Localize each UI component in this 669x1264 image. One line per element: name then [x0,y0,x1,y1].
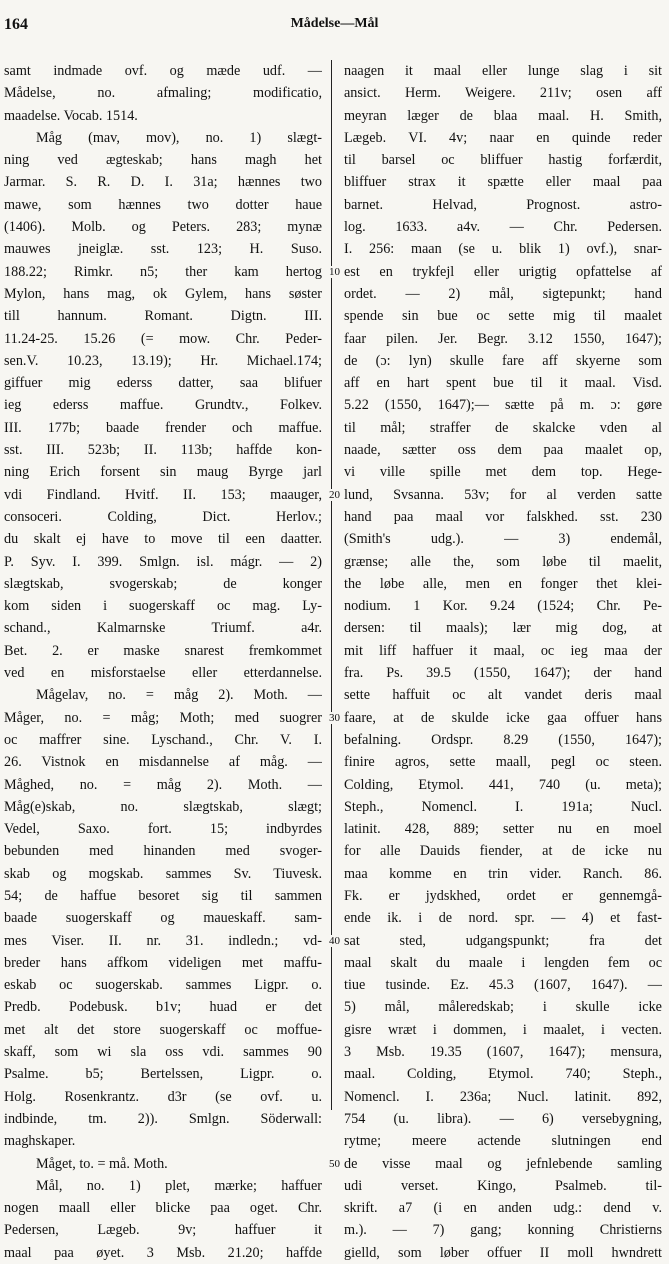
text-line: Fk. er jydskhed, ordet er gennemgå- [344,887,662,904]
line-number: 30 [329,711,340,724]
text-line: baade suogerskaff og maueskaff. sam- [4,910,322,927]
text-line: 54; de haffue besoret sig til sammen [4,887,322,904]
text-line: ning Erich forsent sin maug Byrge jarl [4,464,322,481]
column-divider [331,60,332,1110]
text-line: bebunden med hinanden med svoger- [4,843,322,860]
text-line: Måg(e)skab, no. slægtskab, slægt; [4,798,322,815]
text-line: dersen: til maals); lær mig dog, at [344,620,662,637]
text-line: 754 (u. libra). — 6) versebygning, [344,1110,662,1127]
text-line: spende sin bue oc sette mig til maalet [344,308,662,325]
text-line: mauwes jneiglæ. sst. 123; H. Suso. [4,241,322,258]
text-line: the løbe alle, men en fonger thet klei- [344,575,662,592]
page-header [0,16,669,38]
text-line: aff en hart spent bue til it maal. Visd. [344,375,662,392]
text-line: ning ved ægteskab; hans magh het [4,152,322,169]
text-line: (Smith's udg.). — 3) endemål, [344,531,662,548]
text-line: for alle Dauids fiender, at de icke nu [344,843,662,860]
text-line: fra. Ps. 39.5 (1550, 1647); der hand [344,665,662,682]
text-line: latinit. 428, 889; setter nu en moel [344,821,662,838]
text-line: rytme; meere actende slutningen end [344,1133,662,1150]
text-line: log. 1633. a4v. — Chr. Pedersen. [344,219,662,236]
text-line: tiue tusinde. Ez. 45.3 (1607, 1647). — [344,977,662,994]
text-line: Steph., Nomencl. I. 191a; Nucl. [344,798,662,815]
line-number: 40 [329,934,340,947]
text-line: kom siden i suogerskaff oc mag. Ly- [4,598,322,615]
left-column [4,60,322,1264]
text-line: Psalme. b5; Bertelssen, Ligpr. o. [4,1066,322,1083]
text-line: oc maffrer sine. Lyschand., Chr. V. I. [4,731,322,748]
text-line: Mågelav, no. = måg 2). Moth. — [36,687,322,704]
line-number: 10 [329,265,340,278]
text-line: met alt det store suogerskaff oc moffue- [4,1021,322,1038]
text-line: 188.22; Rimkr. n5; ther kam hertog [4,263,322,280]
text-line: 11.24-25. 15.26 (= mow. Chr. Peder- [4,330,322,347]
text-line: ordet. — 2) mål, sigtepunkt; hand [344,285,662,302]
text-line: ende ik. i de nord. spr. — 4) et fast- [344,910,662,927]
text-line: eskab oc suogerskab. sammes Ligpr. o. [4,977,322,994]
text-line: gisre wræt i dommen, i maalet, i vecten. [344,1021,662,1038]
text-line: sette haffuit oc alt vandet deris maal [344,687,662,704]
text-line: de (ɔ: lyn) skulle fare aff skyerne som [344,352,662,369]
text-line: Måghed, no. = måg 2). Moth. — [4,776,322,793]
text-line: 5.22 (1550, 1647);— sætte på m. ɔ: gøre [344,397,662,414]
text-line: til barsel oc bliffuer hastig forfærdit, [344,152,662,169]
text-line: gielld, som løber offuer II moll hwndrett [344,1244,662,1261]
text-line: skaff, som wi sla oss vdi. sammes 90 [4,1044,322,1061]
text-line: til mål; straffer de skalcke vden al [344,419,662,436]
text-line: ved en misforstaelse eller etterdannelse. [4,665,322,682]
text-line: maa komme en trin vider. Ranch. 86. [344,865,662,882]
text-line: Mådelse, no. afmaling; modificatio, [4,85,322,102]
text-line: sen.V. 10.23, 13.19); Hr. Michael.174; [4,352,322,369]
running-head: Mådelse—Mål [290,16,379,31]
text-line: samt indmade ovf. og mæde udf. — [4,63,322,79]
text-line: du skalt ej have to move til een daatter. [4,531,322,548]
text-line: 3 Msb. 19.35 (1607, 1647); mensura, [344,1044,662,1061]
text-line: maadelse. Vocab. 1514. [4,107,138,124]
text-line: mit liff haffuer it maal, oc ieg maa der [344,642,662,659]
text-line: P. Syv. I. 399. Smlgn. isl. mágr. — 2) [4,553,322,570]
text-line: Jarmar. S. R. D. I. 31a; hænnes two [4,174,322,191]
text-line: hand paa maal vor falskhed. sst. 230 [344,508,662,525]
text-line: mes Viser. II. nr. 31. indledn.; vd- [4,932,322,949]
text-line: 5) mål, måleredskab; i skulle icke [344,999,662,1016]
text-line: Nomencl. I. 236a; Nucl. latinit. 892, [344,1088,662,1105]
text-line: maal paa øyet. 3 Msb. 21.20; haffde [4,1244,322,1261]
text-line: breder hans affkom videligen met maffu- [4,954,322,971]
text-line: grænse; alle the, som løbe til maelit, [344,553,662,570]
text-line: Mål, no. 1) plet, mærke; haffuer [36,1177,322,1194]
text-line: maal. Colding, Etymol. 740; Steph., [344,1066,662,1083]
text-line: Pedersen, Lægeb. 9v; haffuer it [4,1222,322,1239]
line-number: 20 [329,488,340,501]
text-line: faar pilen. Jer. Begr. 3.12 1550, 1647); [344,330,662,347]
page-number: 164 [4,16,28,33]
text-line: slægtskab, svogerskab; de konger [4,575,322,592]
text-line: Lægeb. VI. 4v; naar en quinde reder [344,129,662,146]
right-column [344,60,662,1264]
text-line: nogen maall eller blicke paa oget. Chr. [4,1200,322,1217]
text-line: naagen it maal eller lunge slag i sit [344,63,662,79]
text-line: skab og mogskab. sammes Sv. Tiuvesk. [4,865,322,882]
text-line: maghskaper. [4,1133,76,1150]
text-line: Colding, Etymol. 441, 740 (u. meta); [344,776,662,793]
text-line: finire agros, sette maall, pegl oc steen. [344,754,662,771]
text-line: Mylon, hans mag, ok Gylem, hans søster [4,285,322,302]
text-line: Holg. Rosenkrantz. d3r (se ovf. u. [4,1088,322,1105]
text-line: de visse maal og jefnlebende samling [344,1155,662,1172]
text-line: udi verset. Kingo, Psalmeb. til- [344,1177,662,1194]
text-line: maal skalt du maale i lengden fem oc [344,954,662,971]
text-line: Predb. Podebusk. b1v; huad er det [4,999,322,1016]
line-number: 50 [329,1157,340,1170]
text-line: naade, sætter oss dem paa maalet op, [344,442,662,459]
text-line: faare, at de skulde icke gaa offuer hans [344,709,662,726]
text-line: Måg (mav, mov), no. 1) slægt- [36,129,322,146]
text-line: Vedel, Saxo. fort. 15; indbyrdes [4,821,322,838]
text-line: meyran læger de blaa maal. H. Smith, [344,107,662,124]
text-line: skrift. a7 (i en anden udg.: dend v. [344,1200,662,1217]
text-line: ansict. Herm. Weigere. 211v; osen aff [344,85,662,102]
text-line: I. 256: maan (se u. blik 1) ovf.), snar- [344,241,662,258]
text-line: till hannum. Romant. Digtn. III. [4,308,322,325]
text-line: Måger, no. = måg; Moth; med suogrer [4,709,322,726]
text-line: mawe, som hænnes two dotter haue [4,196,322,213]
text-line: nodium. 1 Kor. 9.24 (1524; Chr. Pe- [344,598,662,615]
text-line: (1406). Molb. og Peters. 283; mynæ [4,219,322,236]
text-line: lund, Svsanna. 53v; for al verden satte [344,486,662,503]
text-line: 26. Vistnok en misdannelse af måg. — [4,754,322,771]
text-line: III. 177b; baade frender och maffue. [4,419,322,436]
text-line: ieg ederss maffue. Grundtv., Folkev. [4,397,322,414]
text-line: vdi Findland. Hvitf. II. 153; maauger, [4,486,322,503]
text-line: indbinde, tm. 2)). Smlgn. Söderwall: [4,1110,322,1127]
text-line: consoceri. Colding, Dict. Herlov.; [4,508,322,525]
text-line: sat sted, udgangspunkt; fra det [344,932,662,949]
text-line: Bet. 2. er maske snarest fremkommet [4,642,322,659]
text-line: schand., Kalmarnske Triumf. a4r. [4,620,322,637]
text-line: vi ville spille met dem top. Hege- [344,464,662,481]
text-line: m.). — 7) gang; konning Christierns [344,1222,662,1239]
text-line: befalning. Ordspr. 8.29 (1550, 1647); [344,731,662,748]
text-line: sst. III. 523b; II. 113b; haffde kon- [4,442,322,459]
text-line: est en trykfejl eller urigtig opfattelse af [344,263,662,280]
text-line: giffuer mig ederss datter, saa blifuer [4,375,322,392]
text-line: bliffuer strax it spætte eller maal paa [344,174,662,191]
text-line: barnet. Helvad, Prognost. astro- [344,196,662,213]
text-line: Måget, to. = må. Moth. [36,1155,168,1172]
